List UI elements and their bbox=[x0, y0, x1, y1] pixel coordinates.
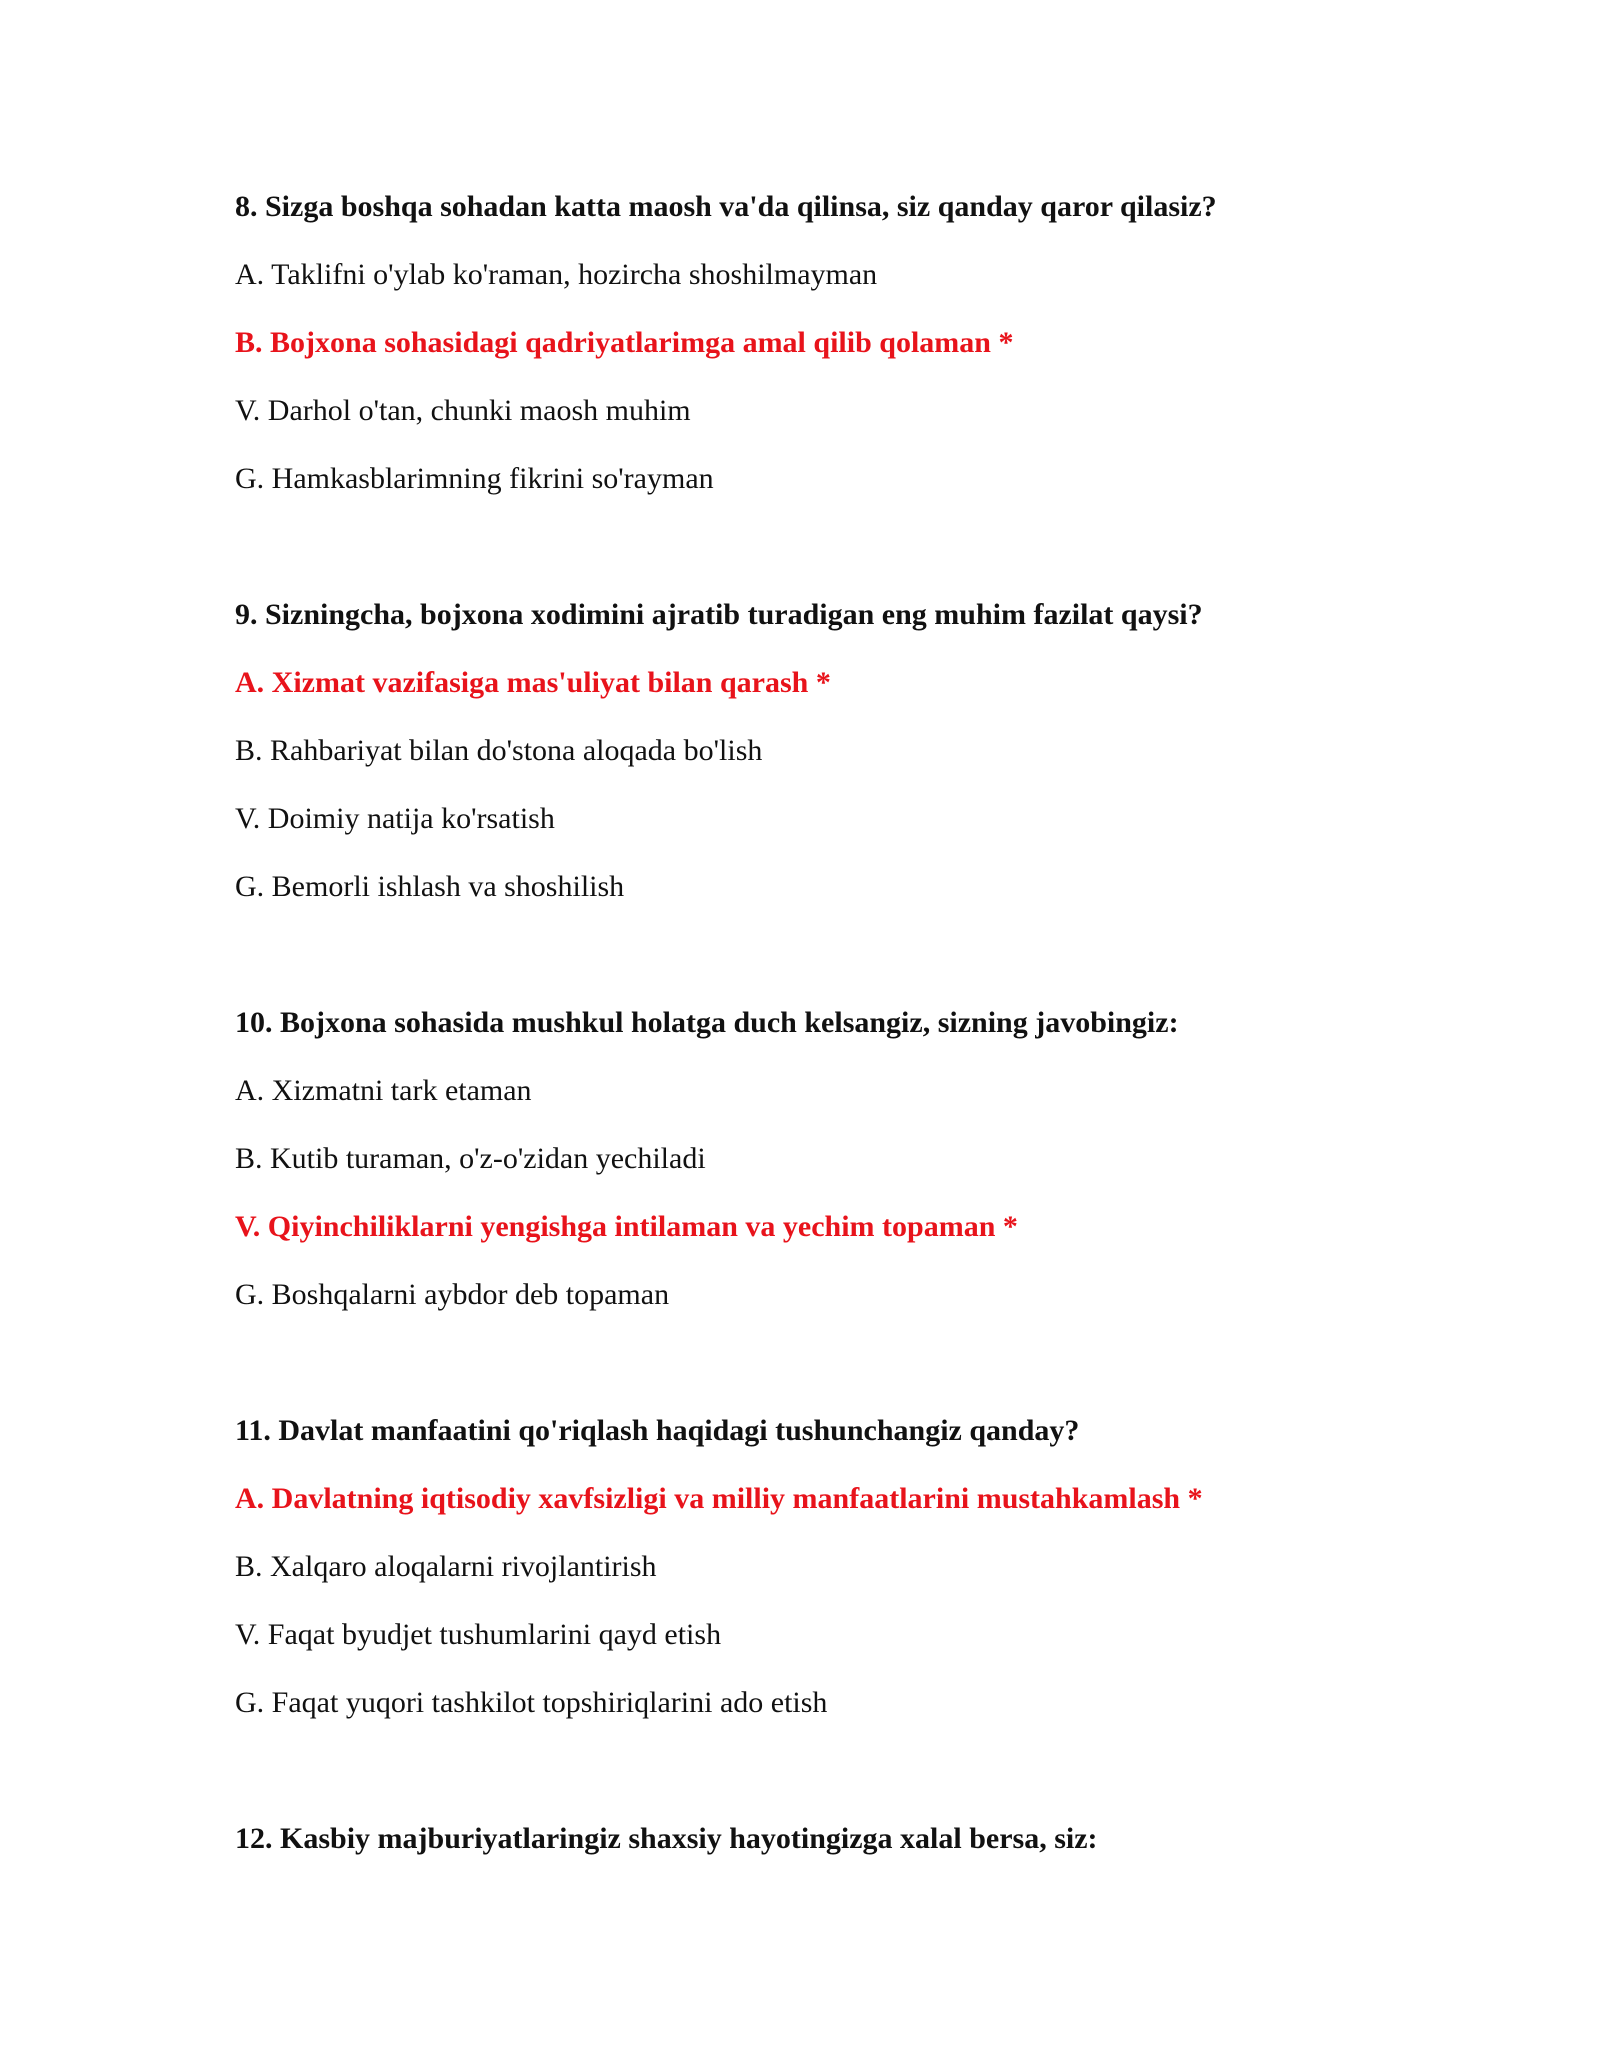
answer-option: G. Faqat yuqori tashkilot topshiriqlarini ado etish bbox=[235, 1686, 828, 1719]
answer-option: V. Darhol o'tan, chunki maosh muhim bbox=[235, 394, 691, 427]
answer-option: A. Xizmatni tark etaman bbox=[235, 1074, 532, 1107]
question-block-10 bbox=[235, 1001, 1435, 1317]
answer-option: A. Taklifni o'ylab ko'raman, hozircha shoshilmayman bbox=[235, 258, 878, 291]
question-title: 9. Sizningcha, bojxona xodimini ajratib turadigan eng muhim fazilat qaysi? bbox=[235, 598, 1203, 631]
question-block-9 bbox=[235, 593, 1435, 909]
answer-option: B. Rahbariyat bilan do'stona aloqada bo'lish bbox=[235, 734, 763, 767]
question-title: 8. Sizga boshqa sohadan katta maosh va'da qilinsa, siz qanday qaror qilasiz? bbox=[235, 190, 1217, 223]
question-block-8 bbox=[235, 185, 1435, 501]
question-title: 11. Davlat manfaatini qo'riqlash haqidagi tushunchangiz qanday? bbox=[235, 1414, 1080, 1447]
answer-option: V. Faqat byudjet tushumlarini qayd etish bbox=[235, 1618, 722, 1651]
answer-option: V. Doimiy natija ko'rsatish bbox=[235, 802, 555, 835]
answer-option-correct: V. Qiyinchiliklarni yengishga intilaman va yechim topaman * bbox=[235, 1210, 1018, 1243]
question-block-12 bbox=[235, 1817, 1435, 1861]
spacer bbox=[235, 525, 1435, 593]
spacer bbox=[235, 1341, 1435, 1409]
answer-option-correct: A. Xizmat vazifasiga mas'uliyat bilan qarash * bbox=[235, 666, 831, 699]
answer-option: G. Boshqalarni aybdor deb topaman bbox=[235, 1278, 670, 1311]
spacer bbox=[235, 933, 1435, 1001]
answer-option: G. Hamkasblarimning fikrini so'rayman bbox=[235, 462, 714, 495]
document-page bbox=[235, 185, 1435, 1885]
question-title: 12. Kasbiy majburiyatlaringiz shaxsiy hayotingizga xalal bersa, siz: bbox=[235, 1822, 1098, 1855]
answer-option-correct: A. Davlatning iqtisodiy xavfsizligi va milliy manfaatlarini mustahkamlash * bbox=[235, 1482, 1203, 1515]
question-block-11 bbox=[235, 1409, 1435, 1725]
answer-option: G. Bemorli ishlash va shoshilish bbox=[235, 870, 625, 903]
answer-option: B. Kutib turaman, o'z-o'zidan yechiladi bbox=[235, 1142, 706, 1175]
spacer bbox=[235, 1749, 1435, 1817]
question-title: 10. Bojxona sohasida mushkul holatga duch kelsangiz, sizning javobingiz: bbox=[235, 1006, 1179, 1039]
answer-option: B. Xalqaro aloqalarni rivojlantirish bbox=[235, 1550, 657, 1583]
answer-option-correct: B. Bojxona sohasidagi qadriyatlarimga amal qilib qolaman * bbox=[235, 326, 1014, 359]
